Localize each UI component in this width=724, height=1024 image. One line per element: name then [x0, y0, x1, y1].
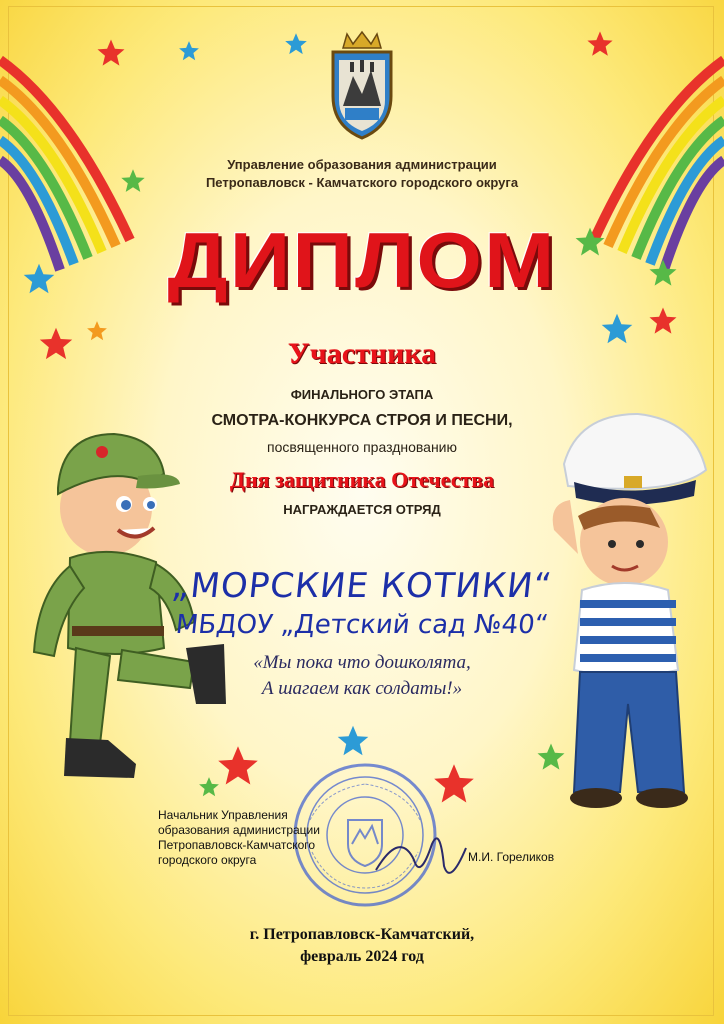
awarded-line: НАГРАЖДАЕТСЯ ОТРЯД — [283, 502, 441, 517]
star-icon — [284, 32, 308, 56]
diploma-title: ДИПЛОМ — [167, 216, 557, 304]
issue-city: г. Петропавловск-Камчатский, — [249, 926, 475, 943]
signer-title-line-3: Петропавловск-Камчатского — [158, 838, 316, 852]
star-icon — [586, 30, 614, 58]
signer-title-line-2: образования администрации — [158, 823, 320, 837]
stage-line: ФИНАЛЬНОГО ЭТАПА — [290, 387, 434, 402]
coat-of-arms-icon — [323, 30, 401, 142]
participant-heading: Участника — [287, 337, 437, 370]
motto-line-1: «Мы пока что дошколята, — [253, 652, 471, 673]
contest-line: СМОТРА-КОНКУРСА СТРОЯ И ПЕСНИ, — [211, 412, 513, 429]
team-name: „МОРСКИЕ КОТИКИ“ — [169, 566, 555, 606]
dedication-line: посвященного празднованию — [266, 439, 457, 455]
organization-line-2: Петропавловск - Камчатского городского округа — [205, 175, 519, 190]
school-name: МБДОУ „Детский сад №40“ — [174, 610, 550, 640]
star-icon — [96, 38, 126, 68]
star-icon — [336, 724, 370, 758]
signer-title-line-1: Начальник Управления — [158, 808, 288, 822]
signer-title-line-4: городского округа — [158, 853, 257, 867]
organization-line-1: Управление образования администрации — [227, 157, 497, 172]
signature-scribble-icon — [370, 820, 480, 890]
star-icon — [648, 306, 678, 336]
holiday-name: Дня защитника Отечества — [229, 467, 495, 492]
signature-block — [158, 808, 320, 868]
star-icon — [178, 40, 200, 62]
issue-date: февраль 2024 год — [300, 948, 424, 965]
organization-header — [0, 156, 724, 192]
motto-line-2: А шагаем как солдаты!» — [261, 678, 463, 699]
signer-name: М.И. Гореликов — [468, 850, 555, 864]
